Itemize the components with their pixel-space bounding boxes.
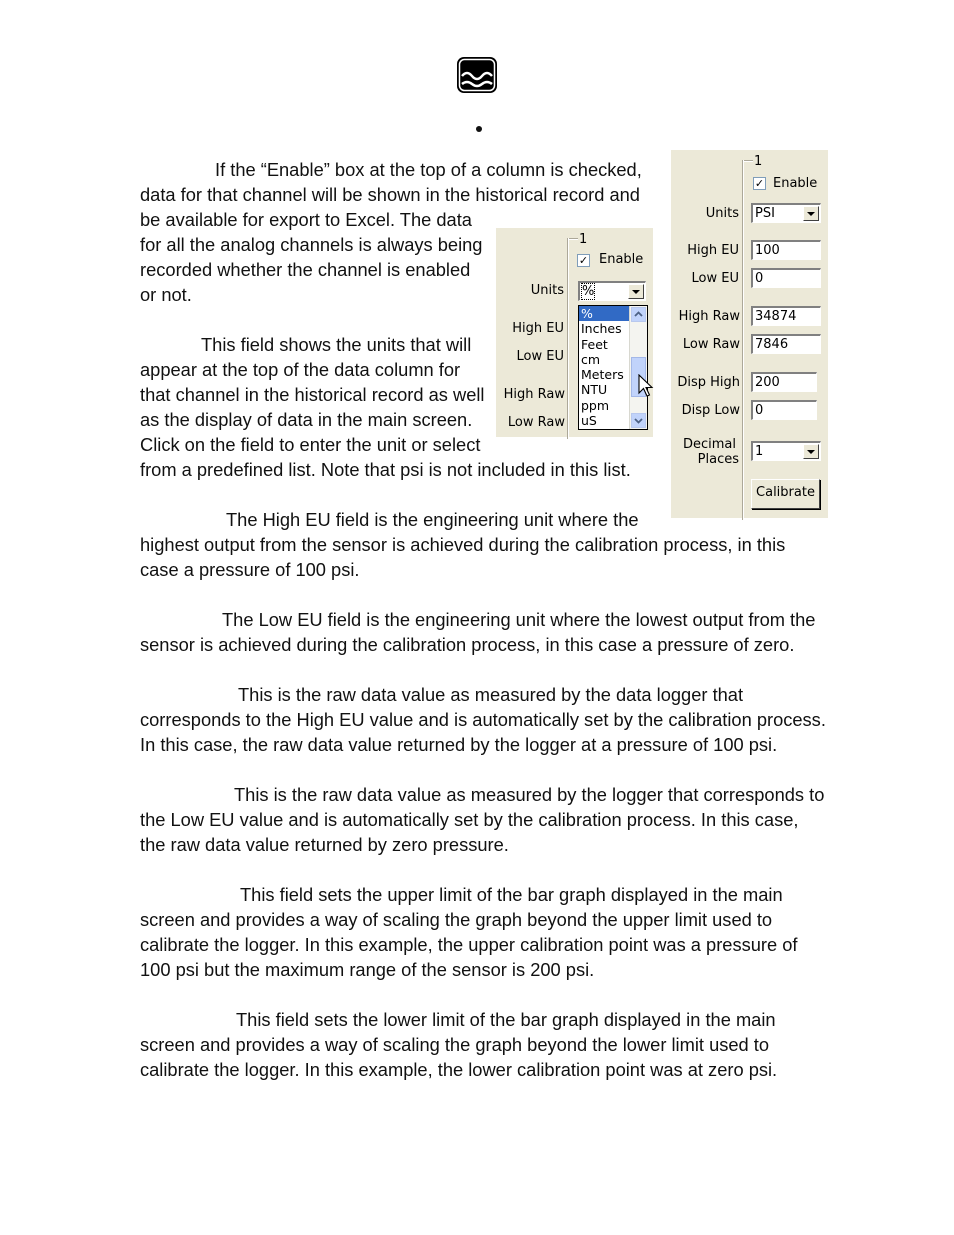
dropdown-option[interactable]: Inches [581, 321, 622, 337]
scroll-up-icon[interactable] [631, 307, 646, 322]
units-select[interactable] [578, 281, 646, 301]
column-number-label: 1 [754, 154, 763, 169]
text-line: calibrate the logger. In this example, the lower calibration point was at zero psi. [140, 1059, 778, 1080]
low-eu-label: Low EU [691, 271, 739, 286]
units-dropdown-list[interactable] [578, 305, 648, 430]
text-line: data for that channel will be shown in the historical record and [140, 184, 640, 205]
high-eu-label: High EU [512, 321, 564, 336]
text-line: In this case, the raw data value returned by the logger at a pressure of 100 psi. [140, 734, 778, 755]
bullet-marker [476, 126, 482, 132]
high-raw-label: High Raw [503, 387, 565, 402]
units-label: Units [530, 283, 564, 298]
text-line: 100 psi but the maximum range of the sensor is 200 psi. [140, 959, 595, 980]
water-wave-logo-icon [456, 56, 498, 94]
decimal-places-label: Decimal [682, 437, 736, 452]
disp-high-input[interactable]: 200 [751, 372, 817, 392]
text-line: or not. [140, 284, 192, 305]
text-line: If the “Enable” box at the top of a column is checked, [215, 159, 642, 180]
low-eu-input[interactable]: 0 [751, 268, 821, 288]
low-raw-input[interactable]: 7846 [751, 334, 821, 354]
text-line: that channel in the historical record as well [140, 384, 485, 405]
dropdown-option[interactable]: Feet [581, 336, 608, 352]
chevron-down-icon[interactable] [628, 284, 644, 299]
text-line: This is the raw data value as measured by the logger that corresponds to [234, 784, 825, 805]
low-eu-label: Low EU [516, 349, 564, 364]
disp-low-input[interactable]: 0 [751, 400, 817, 420]
text-line: This is the raw data value as measured by the data logger that [238, 684, 744, 705]
text-line: recorded whether the channel is enabled [140, 259, 471, 280]
paragraph-high-raw [140, 682, 826, 757]
units-dropdown-screenshot [496, 228, 653, 437]
text-line: sensor is achieved during the calibration process, in this case a pressure of zero. [140, 634, 795, 655]
mouse-pointer-icon [638, 374, 654, 400]
high-eu-label: High EU [687, 243, 739, 258]
low-raw-label: Low Raw [507, 415, 565, 430]
channel-settings-screenshot [671, 150, 828, 518]
chevron-down-icon[interactable] [803, 206, 819, 221]
disp-low-label: Disp Low [681, 403, 740, 418]
text-line: the Low EU value and is automatically set by the calibration process. In this case, [140, 809, 799, 830]
text-line: The Low EU field is the engineering unit where the lowest output from the [222, 609, 816, 630]
text-line: highest output from the sensor is achieved during the calibration process, in this [140, 534, 786, 555]
text-line: calibrate the logger. In this example, the upper calibration point was a pressure of [140, 934, 798, 955]
enable-label: Enable [773, 176, 818, 191]
text-line: The High EU field is the engineering unit where the [226, 509, 639, 530]
column-number-label: 1 [579, 232, 588, 247]
dropdown-option[interactable]: ppm [581, 397, 610, 413]
high-raw-input[interactable]: 34874 [751, 306, 821, 326]
text-line: screen and provides a way of scaling the graph beyond the lower limit used to [140, 1034, 770, 1055]
high-raw-label: High Raw [678, 309, 740, 324]
disp-high-label: Disp High [677, 375, 740, 390]
text-line: the raw data value returned by zero pressure. [140, 834, 509, 855]
paragraph-low-raw [140, 782, 824, 857]
dropdown-option[interactable]: % [579, 306, 631, 321]
enable-label: Enable [599, 252, 644, 267]
paragraph-disp-low [140, 1007, 777, 1082]
text-line: be available for export to Excel. The data [140, 209, 472, 230]
decimal-places-label: Places [697, 452, 739, 467]
text-line: This field sets the upper limit of the bar graph displayed in the main [240, 884, 783, 905]
text-line: case a pressure of 100 psi. [140, 559, 360, 580]
enable-checkbox[interactable]: ✓ [754, 177, 765, 190]
dropdown-option[interactable]: Meters [581, 367, 624, 383]
dropdown-option[interactable]: uS [581, 413, 597, 429]
units-select-value: PSI [755, 206, 775, 221]
low-raw-label: Low Raw [682, 337, 740, 352]
units-select-value: % [582, 284, 595, 299]
paragraph-disp-high [140, 882, 798, 982]
paragraph-low-eu [140, 607, 815, 657]
scroll-down-icon[interactable] [631, 413, 646, 428]
units-select[interactable] [751, 203, 821, 223]
text-line: corresponds to the High EU value and is automatically set by the calibration process. [140, 709, 826, 730]
text-line: screen and provides a way of scaling the graph beyond the upper limit used to [140, 909, 773, 930]
units-label: Units [705, 206, 739, 221]
text-line: Click on the field to enter the unit or select [140, 434, 481, 455]
text-line: appear at the top of the data column for [140, 359, 461, 380]
text-line: from a predefined list. Note that psi is not included in this list. [140, 459, 631, 480]
high-eu-input[interactable]: 100 [751, 240, 821, 260]
enable-checkbox[interactable]: ✓ [578, 254, 589, 267]
dropdown-scrollbar[interactable] [629, 306, 647, 429]
text-line: This field sets the lower limit of the bar graph displayed in the main [236, 1009, 776, 1030]
paragraph-high-eu [140, 507, 785, 582]
decimal-places-value: 1 [755, 444, 764, 459]
dropdown-option[interactable]: NTU [581, 382, 608, 398]
text-line: for all the analog channels is always being [140, 234, 483, 255]
calibrate-button[interactable]: Calibrate [751, 479, 820, 509]
text-line: as the display of data in the main screen. [140, 409, 473, 430]
dropdown-option[interactable]: cm [581, 351, 601, 367]
chevron-down-icon[interactable] [803, 444, 819, 459]
text-line: This field shows the units that will [201, 334, 472, 355]
decimal-places-select[interactable] [751, 441, 821, 461]
